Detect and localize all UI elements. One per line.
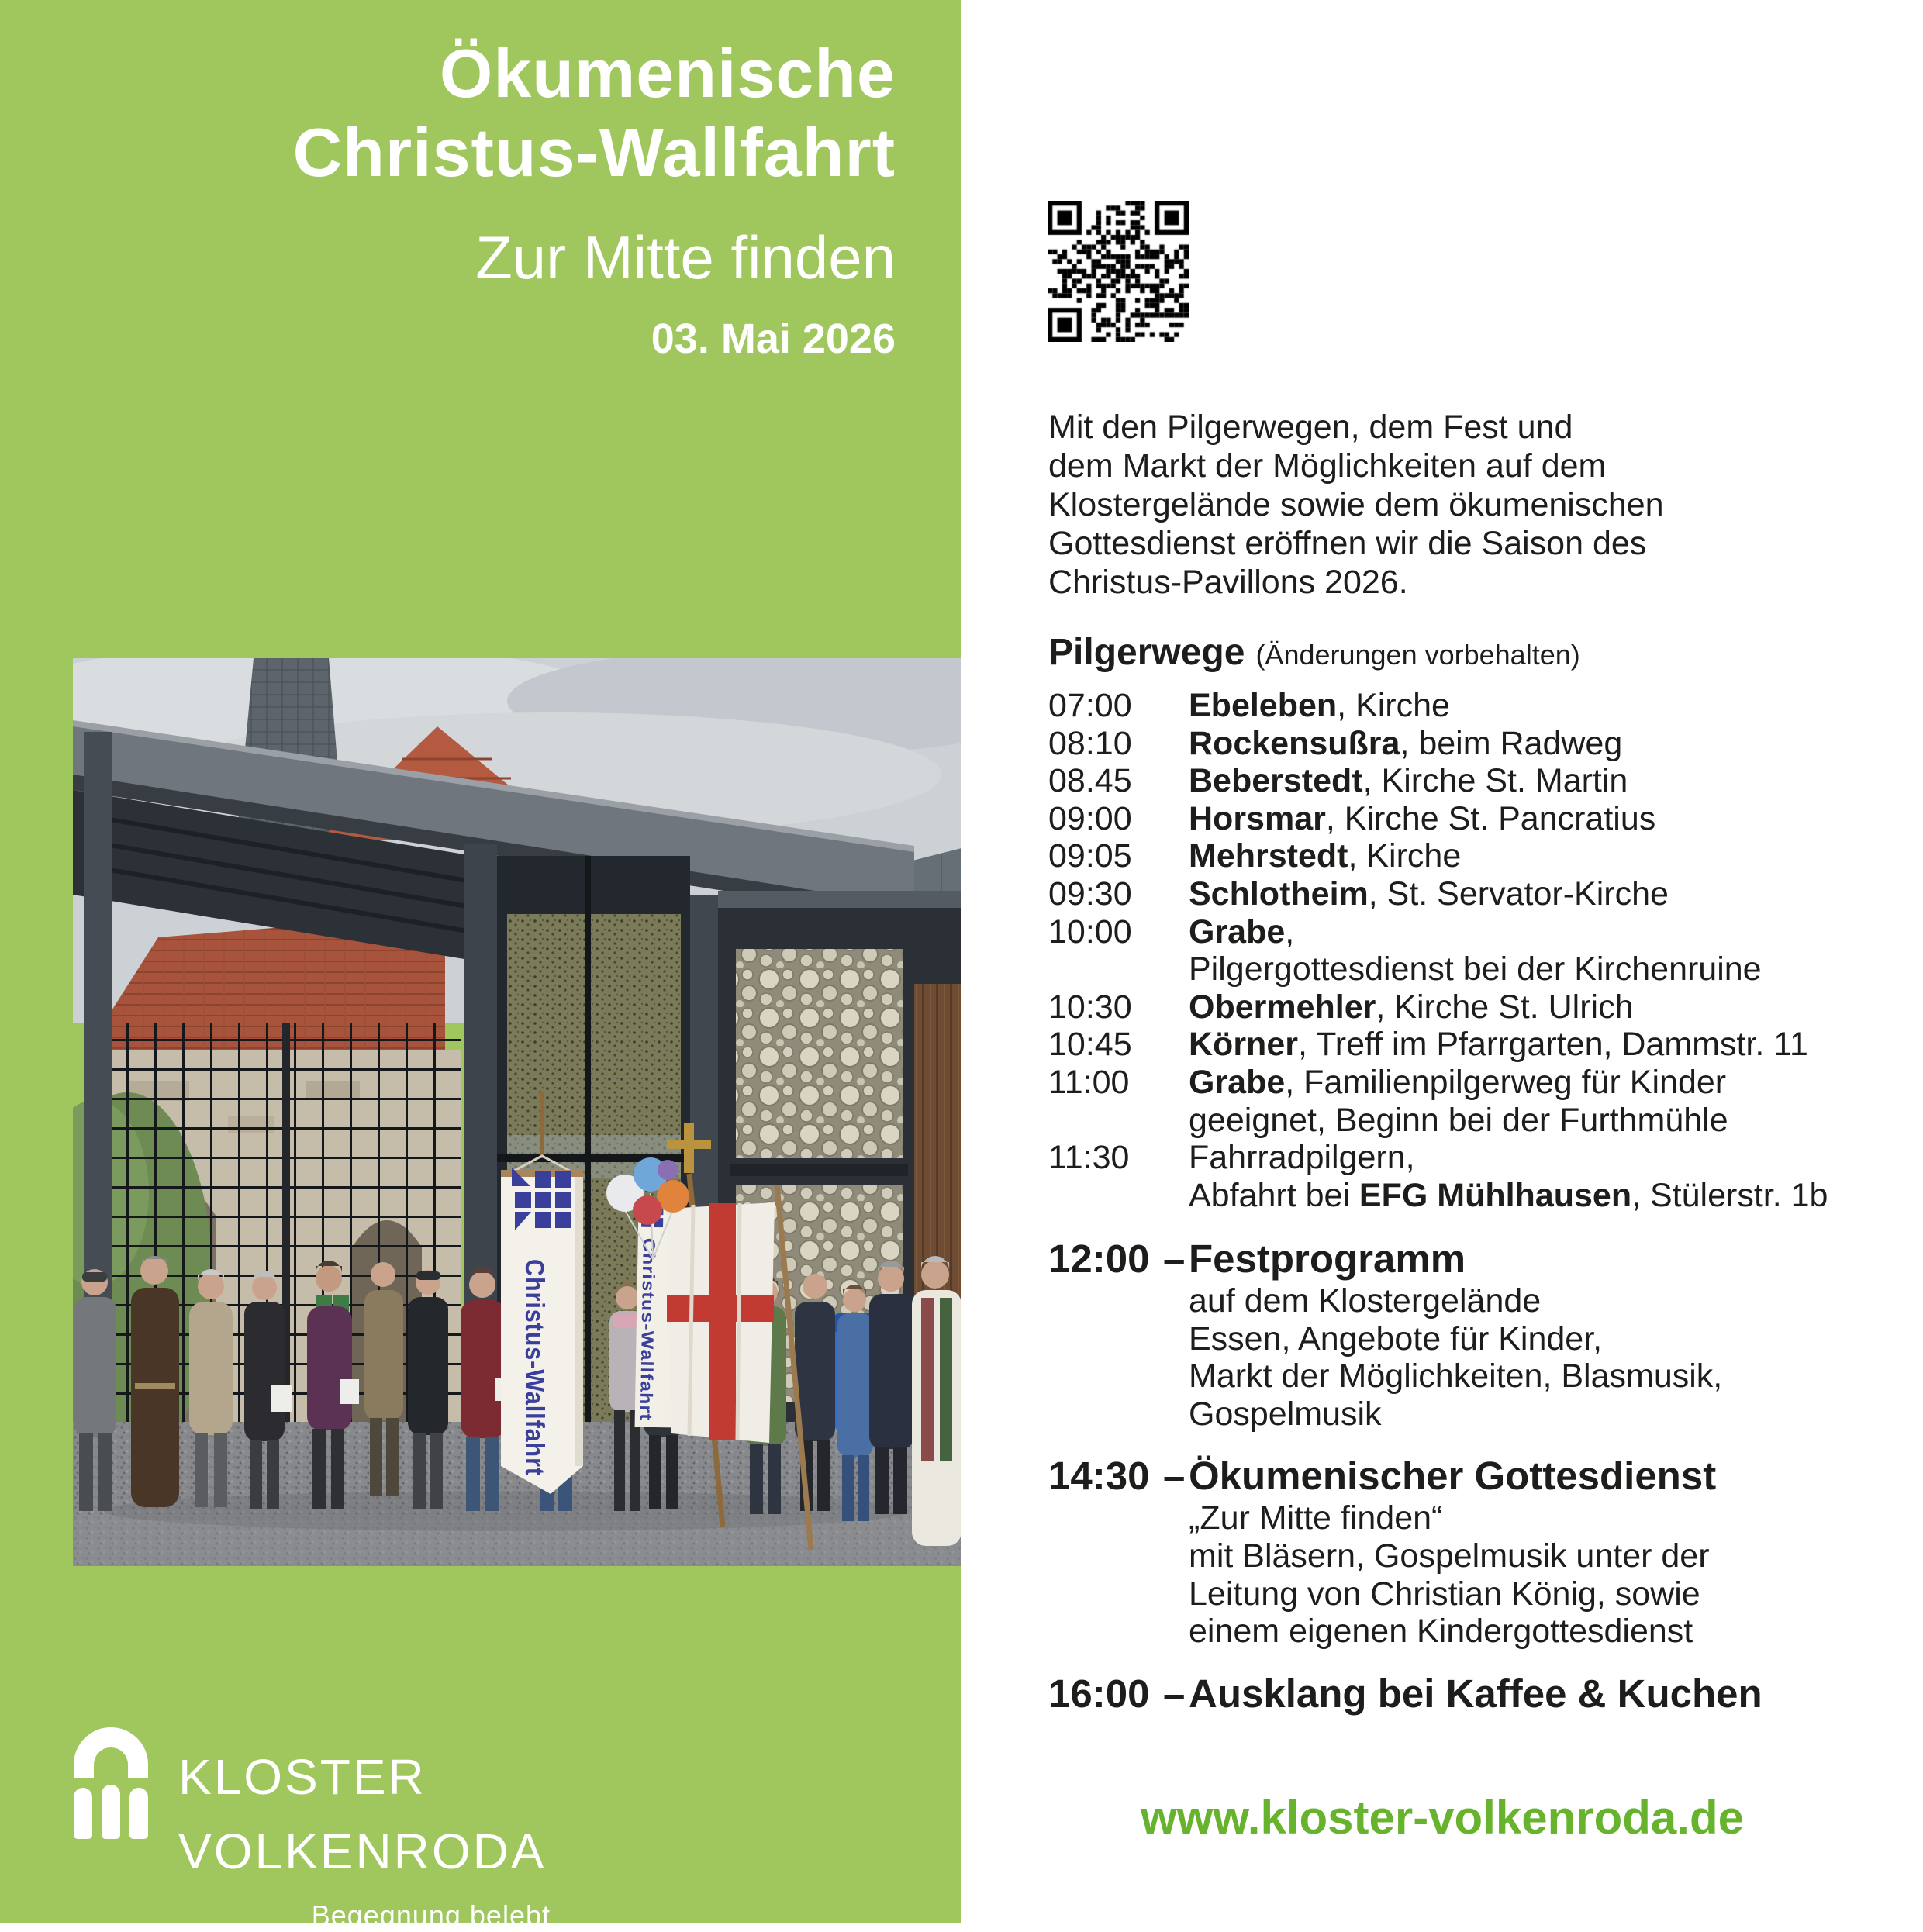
program-line: einem eigenen Kindergottesdienst xyxy=(1189,1613,1693,1651)
program-block xyxy=(1048,1671,1901,1717)
schedule-desc: Obermehler, Kirche St. Ulrich xyxy=(1189,988,1634,1026)
schedule-time: 10:00 xyxy=(1048,913,1132,950)
program-time: 12:00 xyxy=(1048,1237,1150,1281)
schedule-time: 11:00 xyxy=(1048,1063,1130,1101)
program-line: Essen, Angebote für Kinder, xyxy=(1189,1320,1603,1358)
schedule-row xyxy=(1048,762,1901,800)
schedule-desc: Mehrstedt, Kirche xyxy=(1189,837,1462,875)
intro-line: Gottesdienst eröffnen wir die Saison des xyxy=(1048,525,1647,562)
schedule-row xyxy=(1048,1139,1901,1214)
program-block xyxy=(1048,1236,1901,1433)
schedule-time: 10:45 xyxy=(1048,1026,1132,1064)
schedule-desc: Körner, Treff im Pfarrgarten, Dammstr. 11 xyxy=(1189,1026,1808,1064)
banner-main-text: Christus-Wallfahrt xyxy=(520,1259,549,1501)
schedule-desc: Ebeleben, Kirche xyxy=(1189,687,1450,724)
program-title: Ökumenischer Gottesdienst xyxy=(1189,1454,1717,1499)
title-block xyxy=(293,34,896,363)
schedule-time: 11:30 xyxy=(1048,1139,1130,1177)
schedule-row xyxy=(1048,1064,1901,1139)
photo-illustration xyxy=(73,658,962,1566)
schedule-desc: Horsmar, Kirche St. Pancratius xyxy=(1189,799,1656,837)
logo-name-line1: KLOSTER xyxy=(178,1749,426,1805)
logo-tagline: Begegnung belebt xyxy=(311,1899,551,1931)
pilgerwege-schedule xyxy=(1048,687,1901,1214)
program-line: Gospelmusik xyxy=(1189,1395,1382,1433)
day-program xyxy=(1048,1236,1901,1737)
schedule-row xyxy=(1048,800,1901,838)
arch-icon xyxy=(74,1727,151,1840)
schedule-row xyxy=(1048,725,1901,763)
schedule-desc: Beberstedt, Kirche St. Martin xyxy=(1189,762,1628,800)
intro-text xyxy=(1048,408,1894,602)
schedule-row xyxy=(1048,988,1901,1026)
program-line: „Zur Mitte finden“ xyxy=(1189,1499,1443,1537)
qr-code[interactable] xyxy=(1048,201,1189,342)
program-time: 14:30 xyxy=(1048,1454,1150,1499)
event-subtitle: Zur Mitte finden xyxy=(475,223,896,292)
program-title: Festprogramm xyxy=(1189,1237,1466,1281)
schedule-row xyxy=(1048,875,1901,913)
program-dash: – xyxy=(1163,1671,1186,1716)
schedule-time: 09:00 xyxy=(1048,799,1132,837)
banner-small-text: Christus-Wallfahrt xyxy=(637,1237,659,1399)
event-title-line2: Christus-Wallfahrt xyxy=(292,114,896,191)
banner-logo xyxy=(512,1168,571,1230)
event-title-line1: Ökumenische xyxy=(439,35,896,112)
schedule-row xyxy=(1048,913,1901,988)
program-line: mit Bläsern, Gospelmusik unter der xyxy=(1189,1537,1710,1575)
intro-line: Mit den Pilgerwegen, dem Fest und xyxy=(1048,409,1573,446)
schedule-desc: Rockensußra, beim Radweg xyxy=(1189,724,1623,762)
section-heading-pilgerwege xyxy=(1048,631,1580,674)
section-heading-title: Pilgerwege xyxy=(1048,632,1245,673)
event-photo xyxy=(73,658,962,1566)
program-title: Ausklang bei Kaffee & Kuchen xyxy=(1189,1671,1762,1716)
section-heading-note: (Änderungen vorbehalten) xyxy=(1255,639,1580,671)
program-dash: – xyxy=(1163,1454,1186,1499)
wood-disc-panel xyxy=(736,949,903,1158)
schedule-time: 08:10 xyxy=(1048,724,1132,762)
schedule-row xyxy=(1048,837,1901,875)
schedule-time: 08.45 xyxy=(1048,762,1132,800)
intro-line: Klostergelände sowie dem ökumenischen xyxy=(1048,486,1664,523)
schedule-time: 09:30 xyxy=(1048,875,1132,913)
schedule-desc: Grabe, Familienpilgerweg für Kinder geeignet, Beginn bei der Furthmühle xyxy=(1189,1063,1728,1139)
website-link[interactable]: www.kloster-volkenroda.de xyxy=(1141,1792,1744,1844)
program-time: 16:00 xyxy=(1048,1671,1150,1716)
schedule-row xyxy=(1048,687,1901,725)
intro-line: dem Markt der Möglichkeiten auf dem xyxy=(1048,447,1607,485)
schedule-row xyxy=(1048,1026,1901,1064)
program-block xyxy=(1048,1453,1901,1650)
schedule-desc: Fahrradpilgern, Abfahrt bei EFG Mühlhausen, Stülerstr. 1b xyxy=(1189,1139,1828,1214)
schedule-time: 09:05 xyxy=(1048,837,1132,875)
intro-line: Christus-Pavillons 2026. xyxy=(1048,564,1408,601)
program-line: auf dem Klostergelände xyxy=(1189,1282,1542,1320)
kloster-volkenroda-logo xyxy=(74,1723,570,1931)
right-content-panel xyxy=(962,0,1923,1923)
logo-name-line2: VOLKENRODA xyxy=(178,1823,547,1879)
schedule-time: 10:30 xyxy=(1048,988,1132,1026)
schedule-desc: Grabe, Pilgergottesdienst bei der Kirchenruine xyxy=(1189,913,1762,988)
event-date: 03. Mai 2026 xyxy=(651,316,896,362)
program-line: Leitung von Christian König, sowie xyxy=(1189,1575,1700,1613)
schedule-time: 07:00 xyxy=(1048,687,1132,724)
schedule-desc: Schlotheim, St. Servator-Kirche xyxy=(1189,875,1669,913)
program-dash: – xyxy=(1163,1237,1186,1281)
program-line: Markt der Möglichkeiten, Blasmusik, xyxy=(1189,1358,1723,1396)
